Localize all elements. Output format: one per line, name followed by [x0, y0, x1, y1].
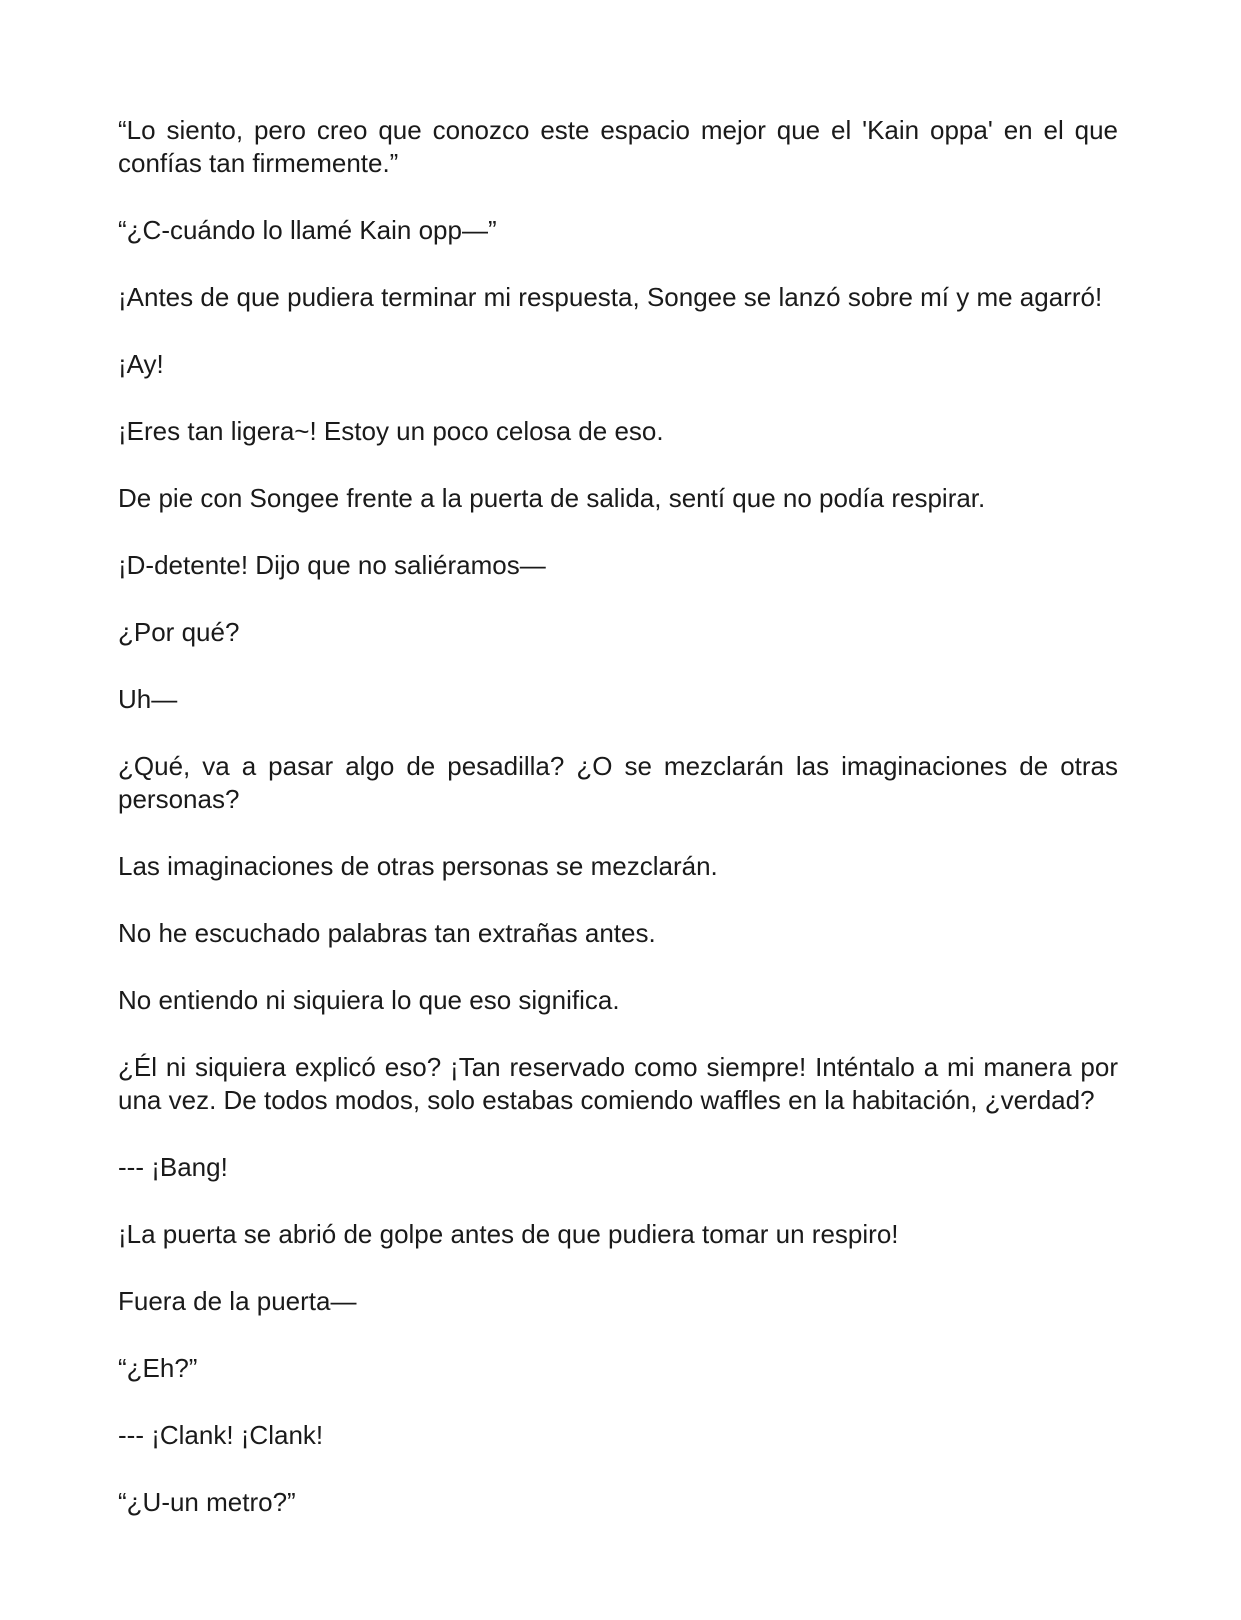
paragraph: ¿Por qué? — [118, 617, 240, 647]
paragraph: Las imaginaciones de otras personas se mezclarán. — [118, 851, 718, 881]
paragraph: “¿Eh?” — [118, 1353, 198, 1383]
paragraph: ¿Él ni siquiera explicó eso? ¡Tan reservado como siempre! Inténtalo a mi manera por una vez. De todos modos, solo estabas comiendo waffles en la habitación, ¿verdad? — [118, 1052, 1118, 1115]
paragraph: ¡D-detente! Dijo que no saliéramos— — [118, 550, 546, 580]
paragraph: Fuera de la puerta— — [118, 1286, 357, 1316]
paragraph: ¡Eres tan ligera~! Estoy un poco celosa de eso. — [118, 416, 664, 446]
paragraph: No entiendo ni siquiera lo que eso significa. — [118, 985, 620, 1015]
paragraph: --- ¡Clank! ¡Clank! — [118, 1420, 324, 1450]
paragraph: No he escuchado palabras tan extrañas antes. — [118, 918, 656, 948]
paragraph: Uh— — [118, 684, 178, 714]
paragraph: “¿C-cuándo lo llamé Kain opp—” — [118, 215, 497, 245]
paragraph: --- ¡Bang! — [118, 1152, 228, 1182]
paragraph: ¡Antes de que pudiera terminar mi respuesta, Songee se lanzó sobre mí y me agarró! — [118, 282, 1103, 312]
paragraph: ¡La puerta se abrió de golpe antes de que pudiera tomar un respiro! — [118, 1219, 899, 1249]
paragraph: “Lo siento, pero creo que conozco este espacio mejor que el 'Kain oppa' en el que confías tan firmemente.” — [118, 115, 1118, 178]
document-body — [118, 114, 1118, 1553]
paragraph: “¿U-un metro?” — [118, 1487, 296, 1517]
paragraph: ¿Qué, va a pasar algo de pesadilla? ¿O se mezclarán las imaginaciones de otras personas? — [118, 751, 1118, 814]
paragraph: ¡Ay! — [118, 349, 164, 379]
paragraph: De pie con Songee frente a la puerta de salida, sentí que no podía respirar. — [118, 483, 986, 513]
